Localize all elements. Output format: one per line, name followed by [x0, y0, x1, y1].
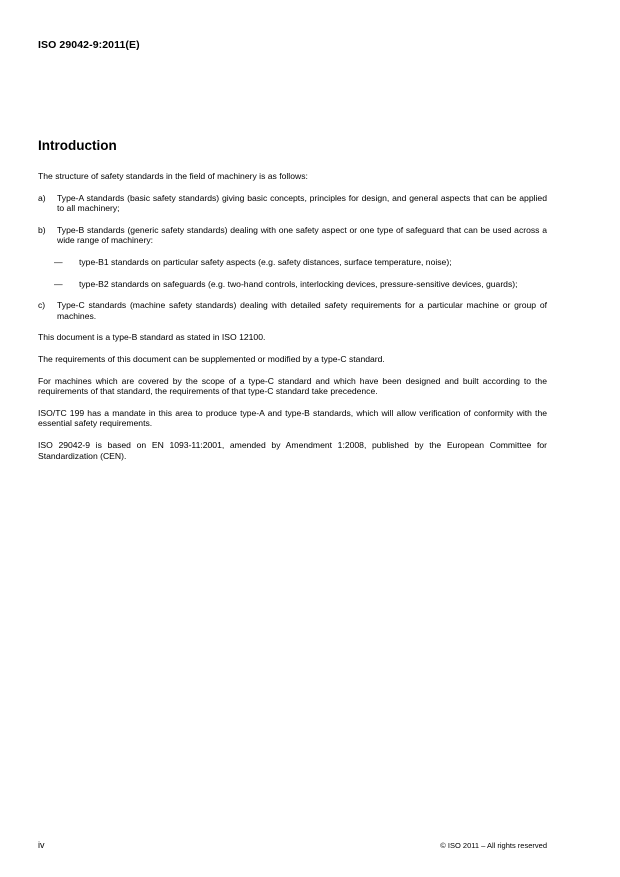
paragraph: ISO 29042-9 is based on EN 1093-11:2001, amended by Amendment 1:2008, published by the European Committee for Standardization (CEN). [38, 439, 547, 461]
copyright-notice: © ISO 2011 – All rights reserved [440, 841, 547, 850]
document-id: ISO 29042-9:2011(E) [38, 39, 140, 51]
paragraph: For machines which are covered by the scope of a type-C standard and which have been designed and built according to the requirements of that standard, the requirements of that type-C standard take precedence. [38, 375, 547, 397]
paragraph: This document is a type-B standard as stated in ISO 12100. [38, 332, 266, 343]
list-item-a [38, 193, 547, 214]
list-item-c [38, 300, 547, 321]
list-item-b [38, 225, 547, 246]
page-content [38, 138, 547, 472]
paragraph: ISO/TC 199 has a mandate in this area to produce type-A and type-B standards, which will allow verification of conformity with the essential safety requirements. [38, 407, 547, 429]
dash-marker: — [54, 278, 63, 289]
sub-list-item-b1 [54, 257, 547, 268]
intro-paragraph: The structure of safety standards in the field of machinery is as follows: [38, 171, 308, 181]
paragraph: The requirements of this document can be supplemented or modified by a type-C standard. [38, 353, 385, 364]
list-text: Type-A standards (basic safety standards) giving basic concepts, principles for design, and general aspects that can be applied to all machinery; [57, 192, 547, 214]
list-text: Type-B standards (generic safety standards) dealing with one safety aspect or one type of safeguard that can be used across a wide range of machinery: [57, 224, 547, 246]
list-label: a) [38, 192, 46, 203]
sub-list-item-b2 [54, 279, 547, 290]
list-label: c) [38, 300, 46, 311]
sub-list-text: type-B2 standards on safeguards (e.g. two-hand controls, interlocking devices, pressure-sensitive devices, guards); [79, 278, 518, 289]
list-label: b) [38, 224, 46, 235]
dash-marker: — [54, 256, 63, 267]
page-number: iv [38, 840, 45, 850]
section-title: Introduction [38, 138, 117, 153]
sub-list-text: type-B1 standards on particular safety aspects (e.g. safety distances, surface temperature, noise); [79, 256, 452, 267]
list-text: Type-C standards (machine safety standards) dealing with detailed safety requirements for a particular machine or group of machines. [57, 300, 547, 321]
